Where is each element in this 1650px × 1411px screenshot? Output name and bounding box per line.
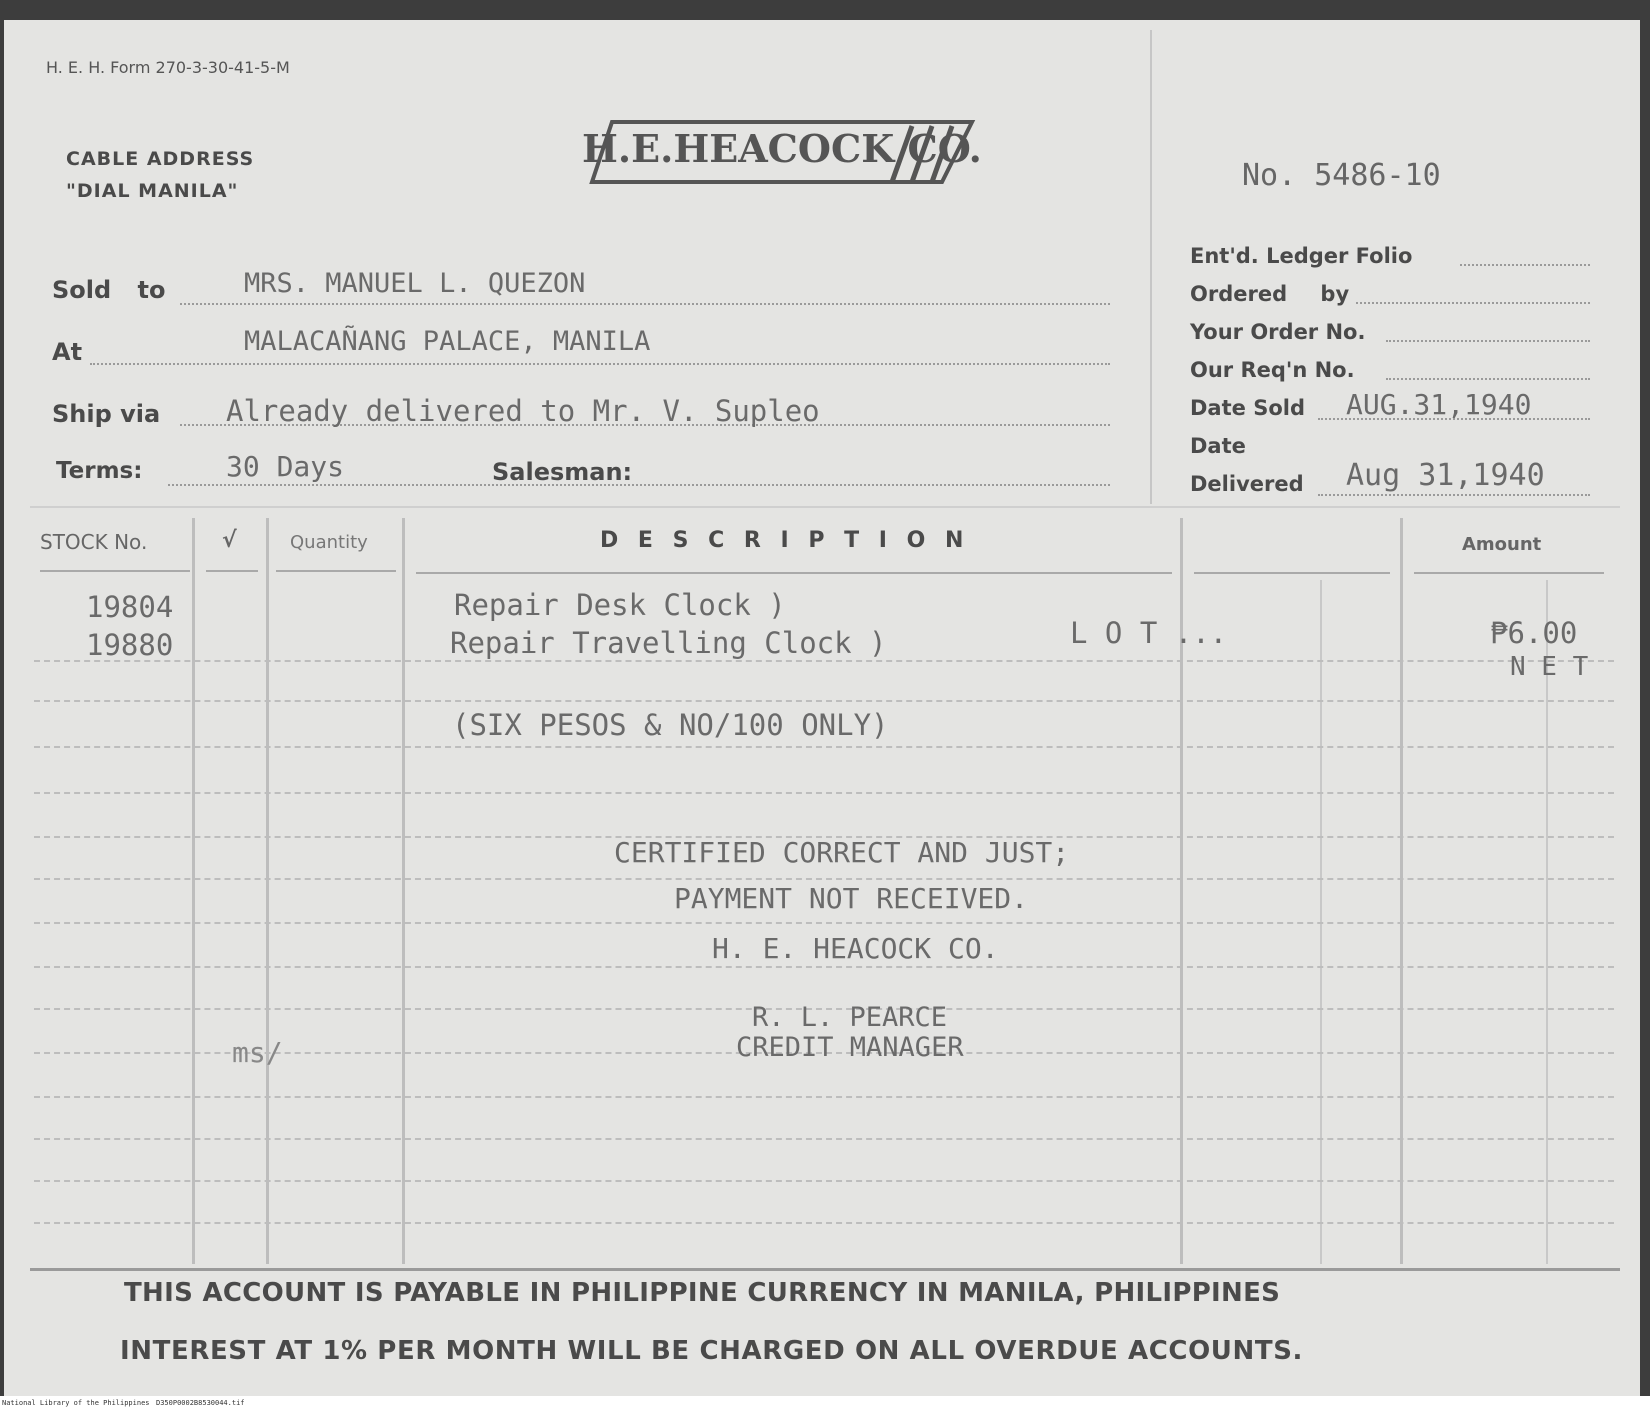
sold-to-label: Sold to (52, 276, 166, 304)
stock-number: 19804 (86, 590, 174, 624)
at-value: MALACAÑANG PALACE, MANILA (244, 326, 651, 357)
sold-to-value: MRS. MANUEL L. QUEZON (244, 268, 586, 299)
date-label: Date (1190, 434, 1246, 458)
signer-title: CREDIT MANAGER (736, 1032, 964, 1063)
terms-value: 30 Days (226, 450, 345, 483)
currency-notice: THIS ACCOUNT IS PAYABLE IN PHILIPPINE CURRENCY IN MANILA, PHILIPPINES (124, 1278, 1281, 1308)
lot-label: L O T ... (1070, 616, 1228, 650)
ship-via-value: Already delivered to Mr. V. Supleo (226, 394, 820, 428)
date-sold-value: AUG.31,1940 (1346, 388, 1532, 421)
date-sold-label: Date Sold (1190, 396, 1305, 420)
certification-line-2: PAYMENT NOT RECEIVED. (674, 882, 1029, 915)
ledger-folio-label: Ent'd. Ledger Folio (1190, 244, 1413, 268)
company-name: H. E. HEACOCK CO. (712, 932, 999, 965)
terms-label: Terms: (56, 458, 143, 484)
header-check: √ (222, 528, 237, 553)
form-code: H. E. H. Form 270-3-30-41-5-M (46, 58, 290, 77)
header-quantity: Quantity (290, 532, 368, 553)
certification-line-1: CERTIFIED CORRECT AND JUST; (614, 836, 1070, 869)
cable-address: CABLE ADDRESS (66, 148, 255, 170)
header-stock: STOCK No. (40, 530, 148, 554)
your-order-label: Your Order No. (1190, 320, 1366, 344)
invoice-number: No. 5486-10 (1242, 158, 1441, 193)
ordered-by-label: Ordered by (1190, 282, 1350, 306)
net-label: N E T (1510, 652, 1589, 682)
heacock-logo (572, 112, 982, 198)
logo-wordmark: H.E.HEACOCK CO. (582, 126, 982, 171)
delivered-value: Aug 31,1940 (1346, 458, 1545, 493)
archive-caption (0, 1396, 1650, 1411)
item-description: Repair Desk Clock ) (454, 588, 786, 622)
ship-via-label: Ship via (52, 400, 161, 428)
interest-notice: INTEREST AT 1% PER MONTH WILL BE CHARGED ON ALL OVERDUE ACCOUNTS. (120, 1336, 1303, 1366)
cable-dial: "DIAL MANILA" (66, 180, 239, 202)
header-description: D E S C R I P T I O N (600, 528, 970, 553)
amount-value: ₱6.00 (1490, 616, 1578, 650)
our-req-label: Our Req'n No. (1190, 358, 1355, 382)
salesman-label: Salesman: (492, 458, 633, 486)
item-description: Repair Travelling Clock ) (450, 626, 887, 660)
amount-in-words: (SIX PESOS & NO/100 ONLY) (452, 708, 889, 742)
delivered-label: Delivered (1190, 472, 1304, 496)
signer-name: R. L. PEARCE (752, 1002, 948, 1033)
caption-right: D350P0002B8530044.tif (156, 1399, 245, 1407)
stock-number: 19880 (86, 628, 174, 662)
initials: ms/ (232, 1036, 283, 1069)
caption-left: National Library of the Philippines (2, 1399, 150, 1407)
header-amount: Amount (1462, 534, 1542, 555)
at-label: At (52, 338, 83, 366)
